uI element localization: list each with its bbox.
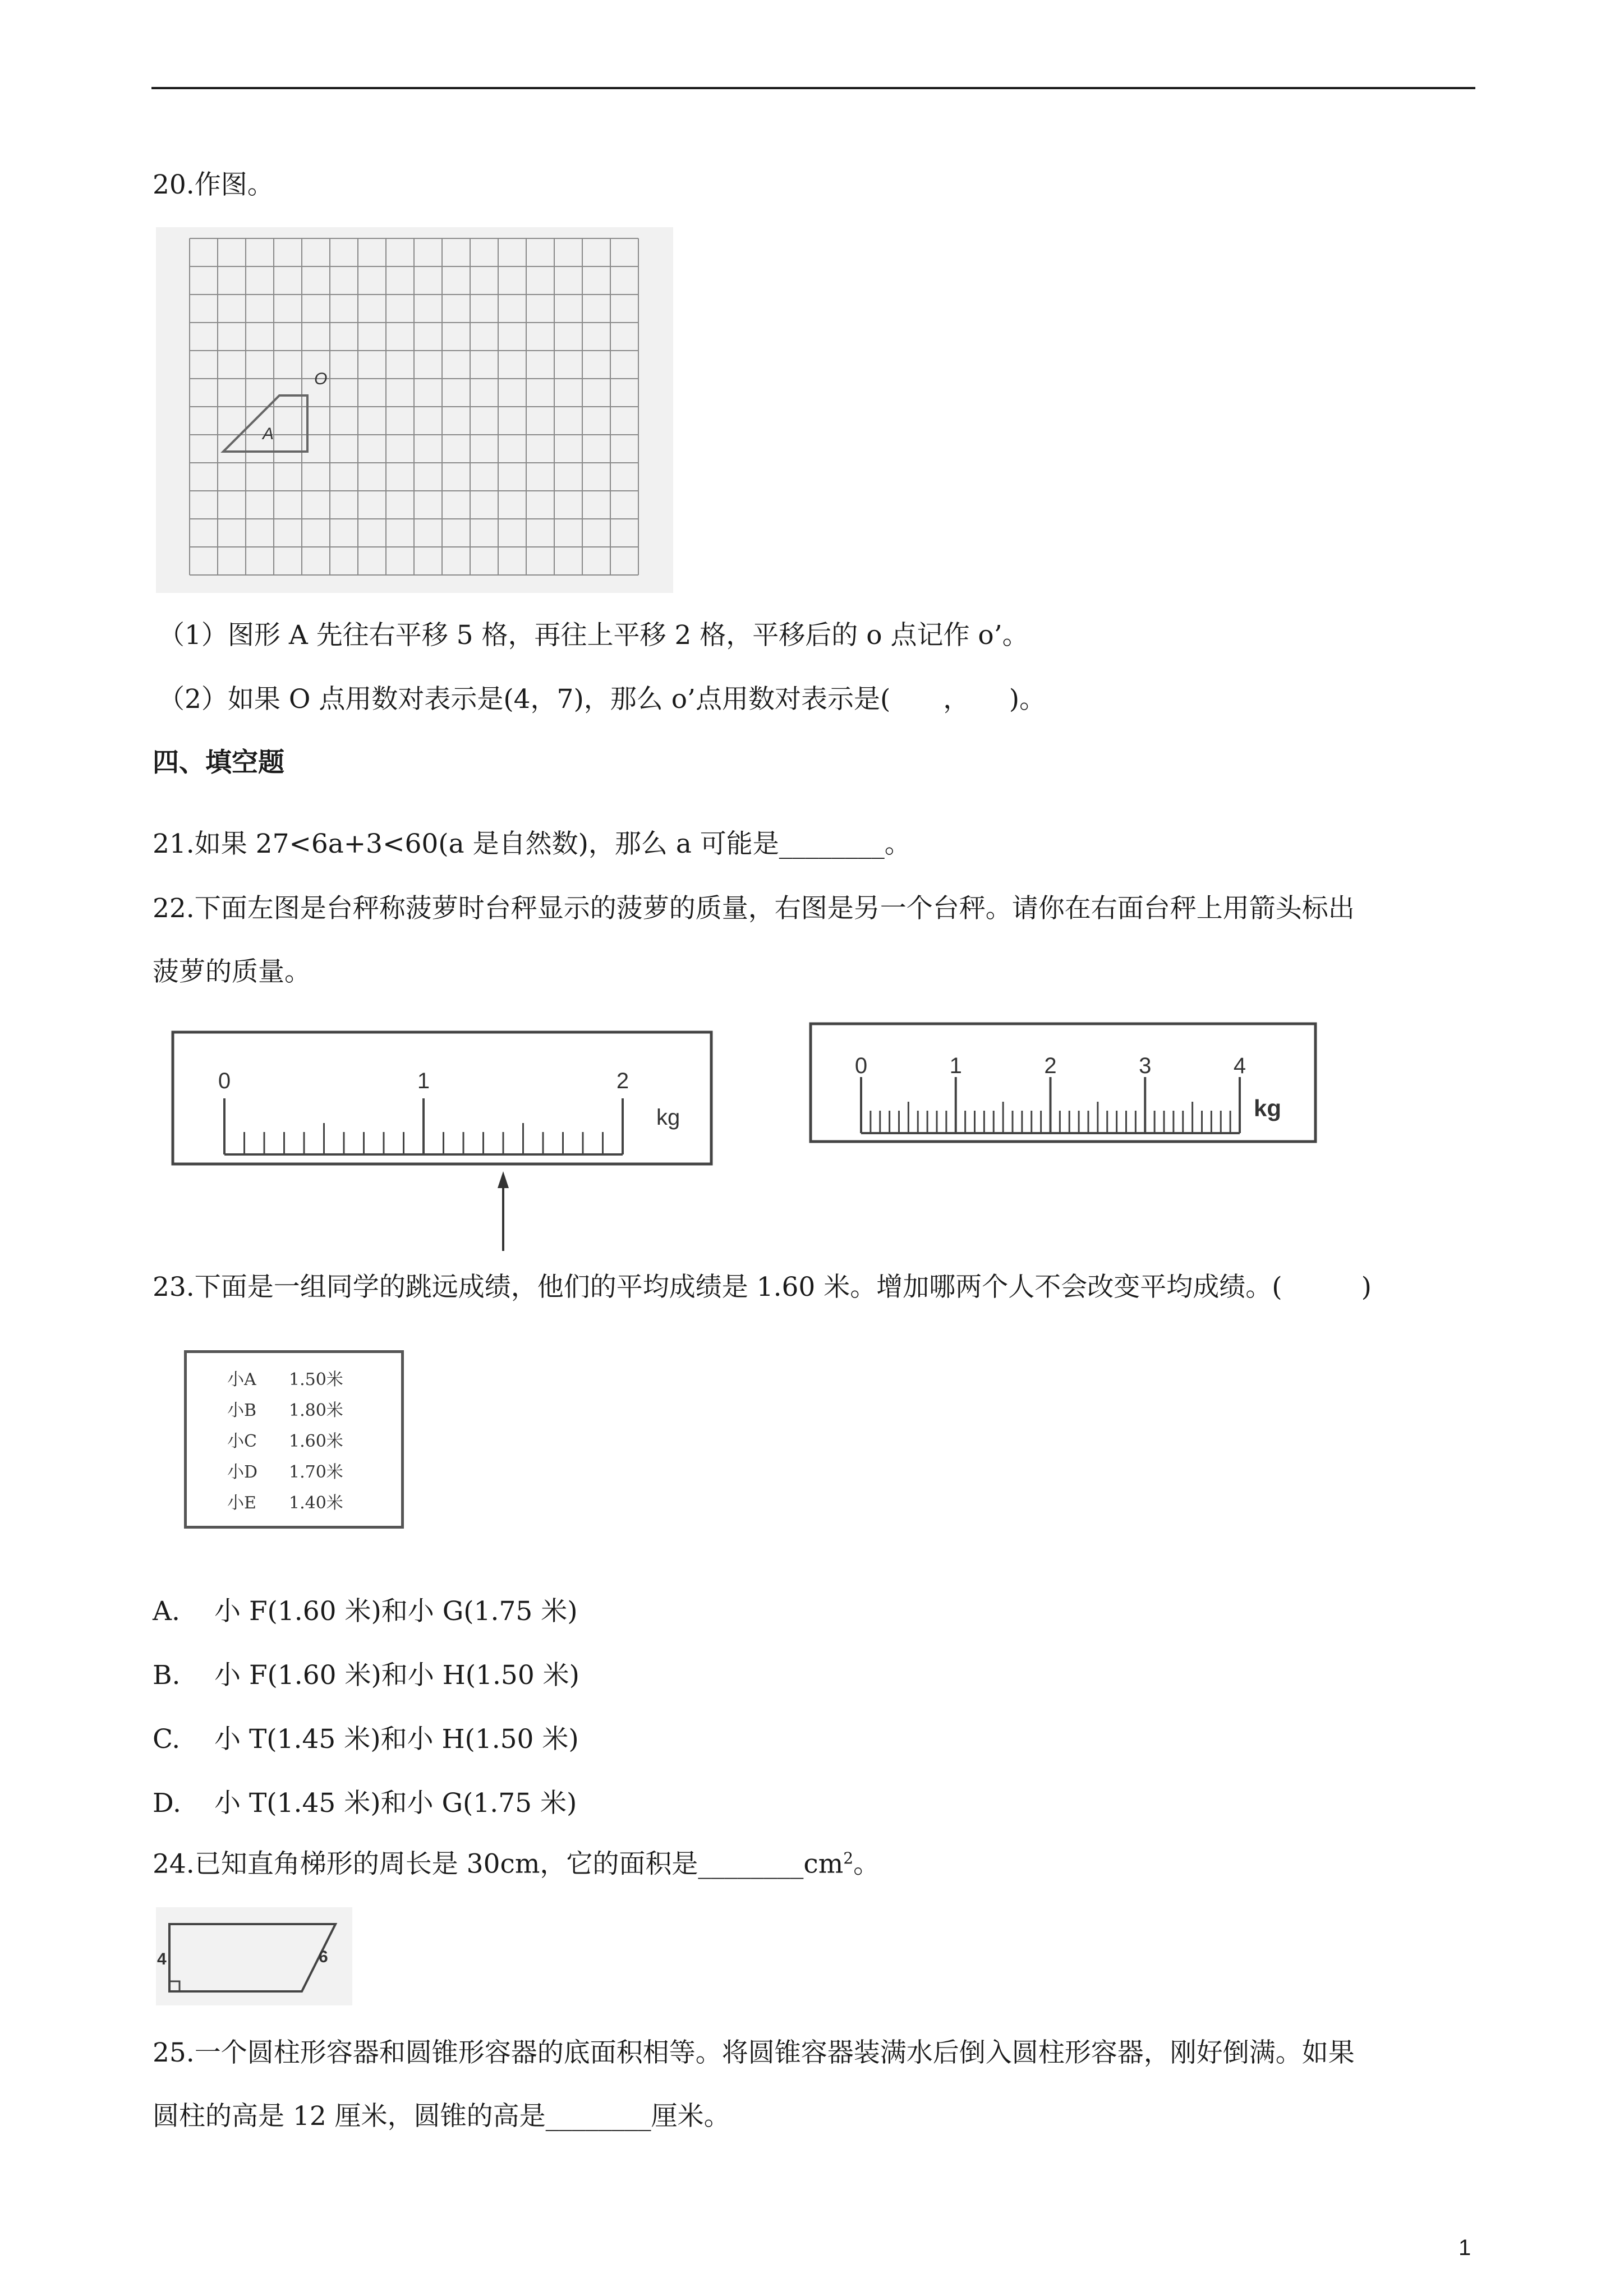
q24-trapezoid-figure xyxy=(156,1907,352,2005)
answer-option xyxy=(153,1723,579,1756)
option-letter: C. xyxy=(153,1724,181,1755)
q22-line2: 菠萝的质量。 xyxy=(153,956,311,987)
scale-tick-label: 3 xyxy=(1139,1053,1152,1078)
page-number: 1 xyxy=(1459,2235,1471,2260)
scale-tick-label: 0 xyxy=(218,1069,231,1093)
student-name: 小C xyxy=(227,1432,257,1451)
weight-arrow xyxy=(498,1171,509,1251)
student-score: 1.50米 xyxy=(289,1370,343,1389)
left-scale-figure xyxy=(168,1021,718,1257)
label-o: O xyxy=(314,370,328,388)
student-name: 小A xyxy=(227,1370,256,1389)
scale-tick-label: 4 xyxy=(1233,1053,1246,1078)
trapezoid-right-label: 6 xyxy=(319,1948,328,1966)
student-score: 1.60米 xyxy=(289,1432,343,1451)
q24-text-main: 24.已知直角梯形的周长是 30cm，它的面积是________cm xyxy=(153,1848,844,1880)
table-row xyxy=(187,1395,401,1426)
q20-part1: （1）图形 A 先往右平移 5 格，再往上平移 2 格，平移后的 o 点记作 o’。 xyxy=(158,620,1029,651)
answer-option xyxy=(153,1659,579,1692)
option-letter: A. xyxy=(153,1596,180,1627)
section-heading: 四、填空题 xyxy=(153,747,284,778)
q23-score-table xyxy=(184,1350,404,1529)
q20-title: 20.作图。 xyxy=(153,169,274,200)
option-text: 小 F(1.60 米)和小 G(1.75 米) xyxy=(214,1596,578,1627)
scale-tick-label: 1 xyxy=(949,1053,962,1078)
student-name: 小B xyxy=(227,1401,257,1420)
scale-tick-label: 2 xyxy=(616,1069,629,1093)
table-row xyxy=(187,1457,401,1488)
option-letter: D. xyxy=(153,1788,181,1819)
trapezoid-left-label: 4 xyxy=(157,1950,167,1968)
answer-option xyxy=(153,1595,578,1628)
student-score: 1.70米 xyxy=(289,1462,343,1482)
q25-line2: 圆柱的高是 12 厘米，圆锥的高是________厘米。 xyxy=(153,2101,730,2132)
table-row xyxy=(187,1488,401,1519)
option-text: 小 F(1.60 米)和小 H(1.50 米) xyxy=(214,1660,580,1691)
q23-text: 23.下面是一组同学的跳远成绩，他们的平均成绩是 1.60 米。增加哪两个人不会改变平均成绩。( ) xyxy=(153,1272,1372,1303)
q24-text xyxy=(153,1842,880,1881)
label-a: A xyxy=(263,425,274,443)
q22-line1: 22.下面左图是台秤称菠萝时台秤显示的菠萝的质量，右图是另一个台秤。请你在右面台秤上用箭头标出 xyxy=(153,893,1355,924)
q24-sup: 2 xyxy=(843,1849,854,1867)
left-scale-frame xyxy=(173,1032,711,1164)
table-row xyxy=(187,1364,401,1395)
scale-tick-label: 1 xyxy=(417,1069,430,1093)
table-row xyxy=(187,1426,401,1457)
scale-tick-label: 2 xyxy=(1044,1053,1057,1078)
right-scale-figure xyxy=(808,1018,1324,1164)
q21-text: 21.如果 27<6a+3<60(a 是自然数)，那么 a 可能是________。 xyxy=(153,829,911,859)
option-text: 小 T(1.45 米)和小 H(1.50 米) xyxy=(214,1724,579,1755)
option-letter: B. xyxy=(153,1660,181,1691)
q20-part2: （2）如果 O 点用数对表示是(4，7)，那么 o’点用数对表示是( ， )。 xyxy=(158,684,1046,715)
student-name: 小E xyxy=(227,1493,256,1513)
right-scale-unit: kg xyxy=(1254,1095,1282,1121)
scale-tick-label: 0 xyxy=(854,1053,868,1078)
q24-text-end: 。 xyxy=(853,1848,880,1880)
q25-line1: 25.一个圆柱形容器和圆锥形容器的底面积相等。将圆锥容器装满水后倒入圆柱形容器，刚好倒满。如果 xyxy=(153,2037,1355,2068)
option-text: 小 T(1.45 米)和小 G(1.75 米) xyxy=(214,1788,577,1819)
left-scale-unit: kg xyxy=(656,1105,680,1130)
student-score: 1.40米 xyxy=(289,1493,343,1513)
header-rule xyxy=(151,87,1475,89)
student-name: 小D xyxy=(227,1462,258,1482)
q20-grid-figure xyxy=(156,227,673,593)
student-score: 1.80米 xyxy=(289,1401,343,1420)
answer-option xyxy=(153,1787,577,1820)
